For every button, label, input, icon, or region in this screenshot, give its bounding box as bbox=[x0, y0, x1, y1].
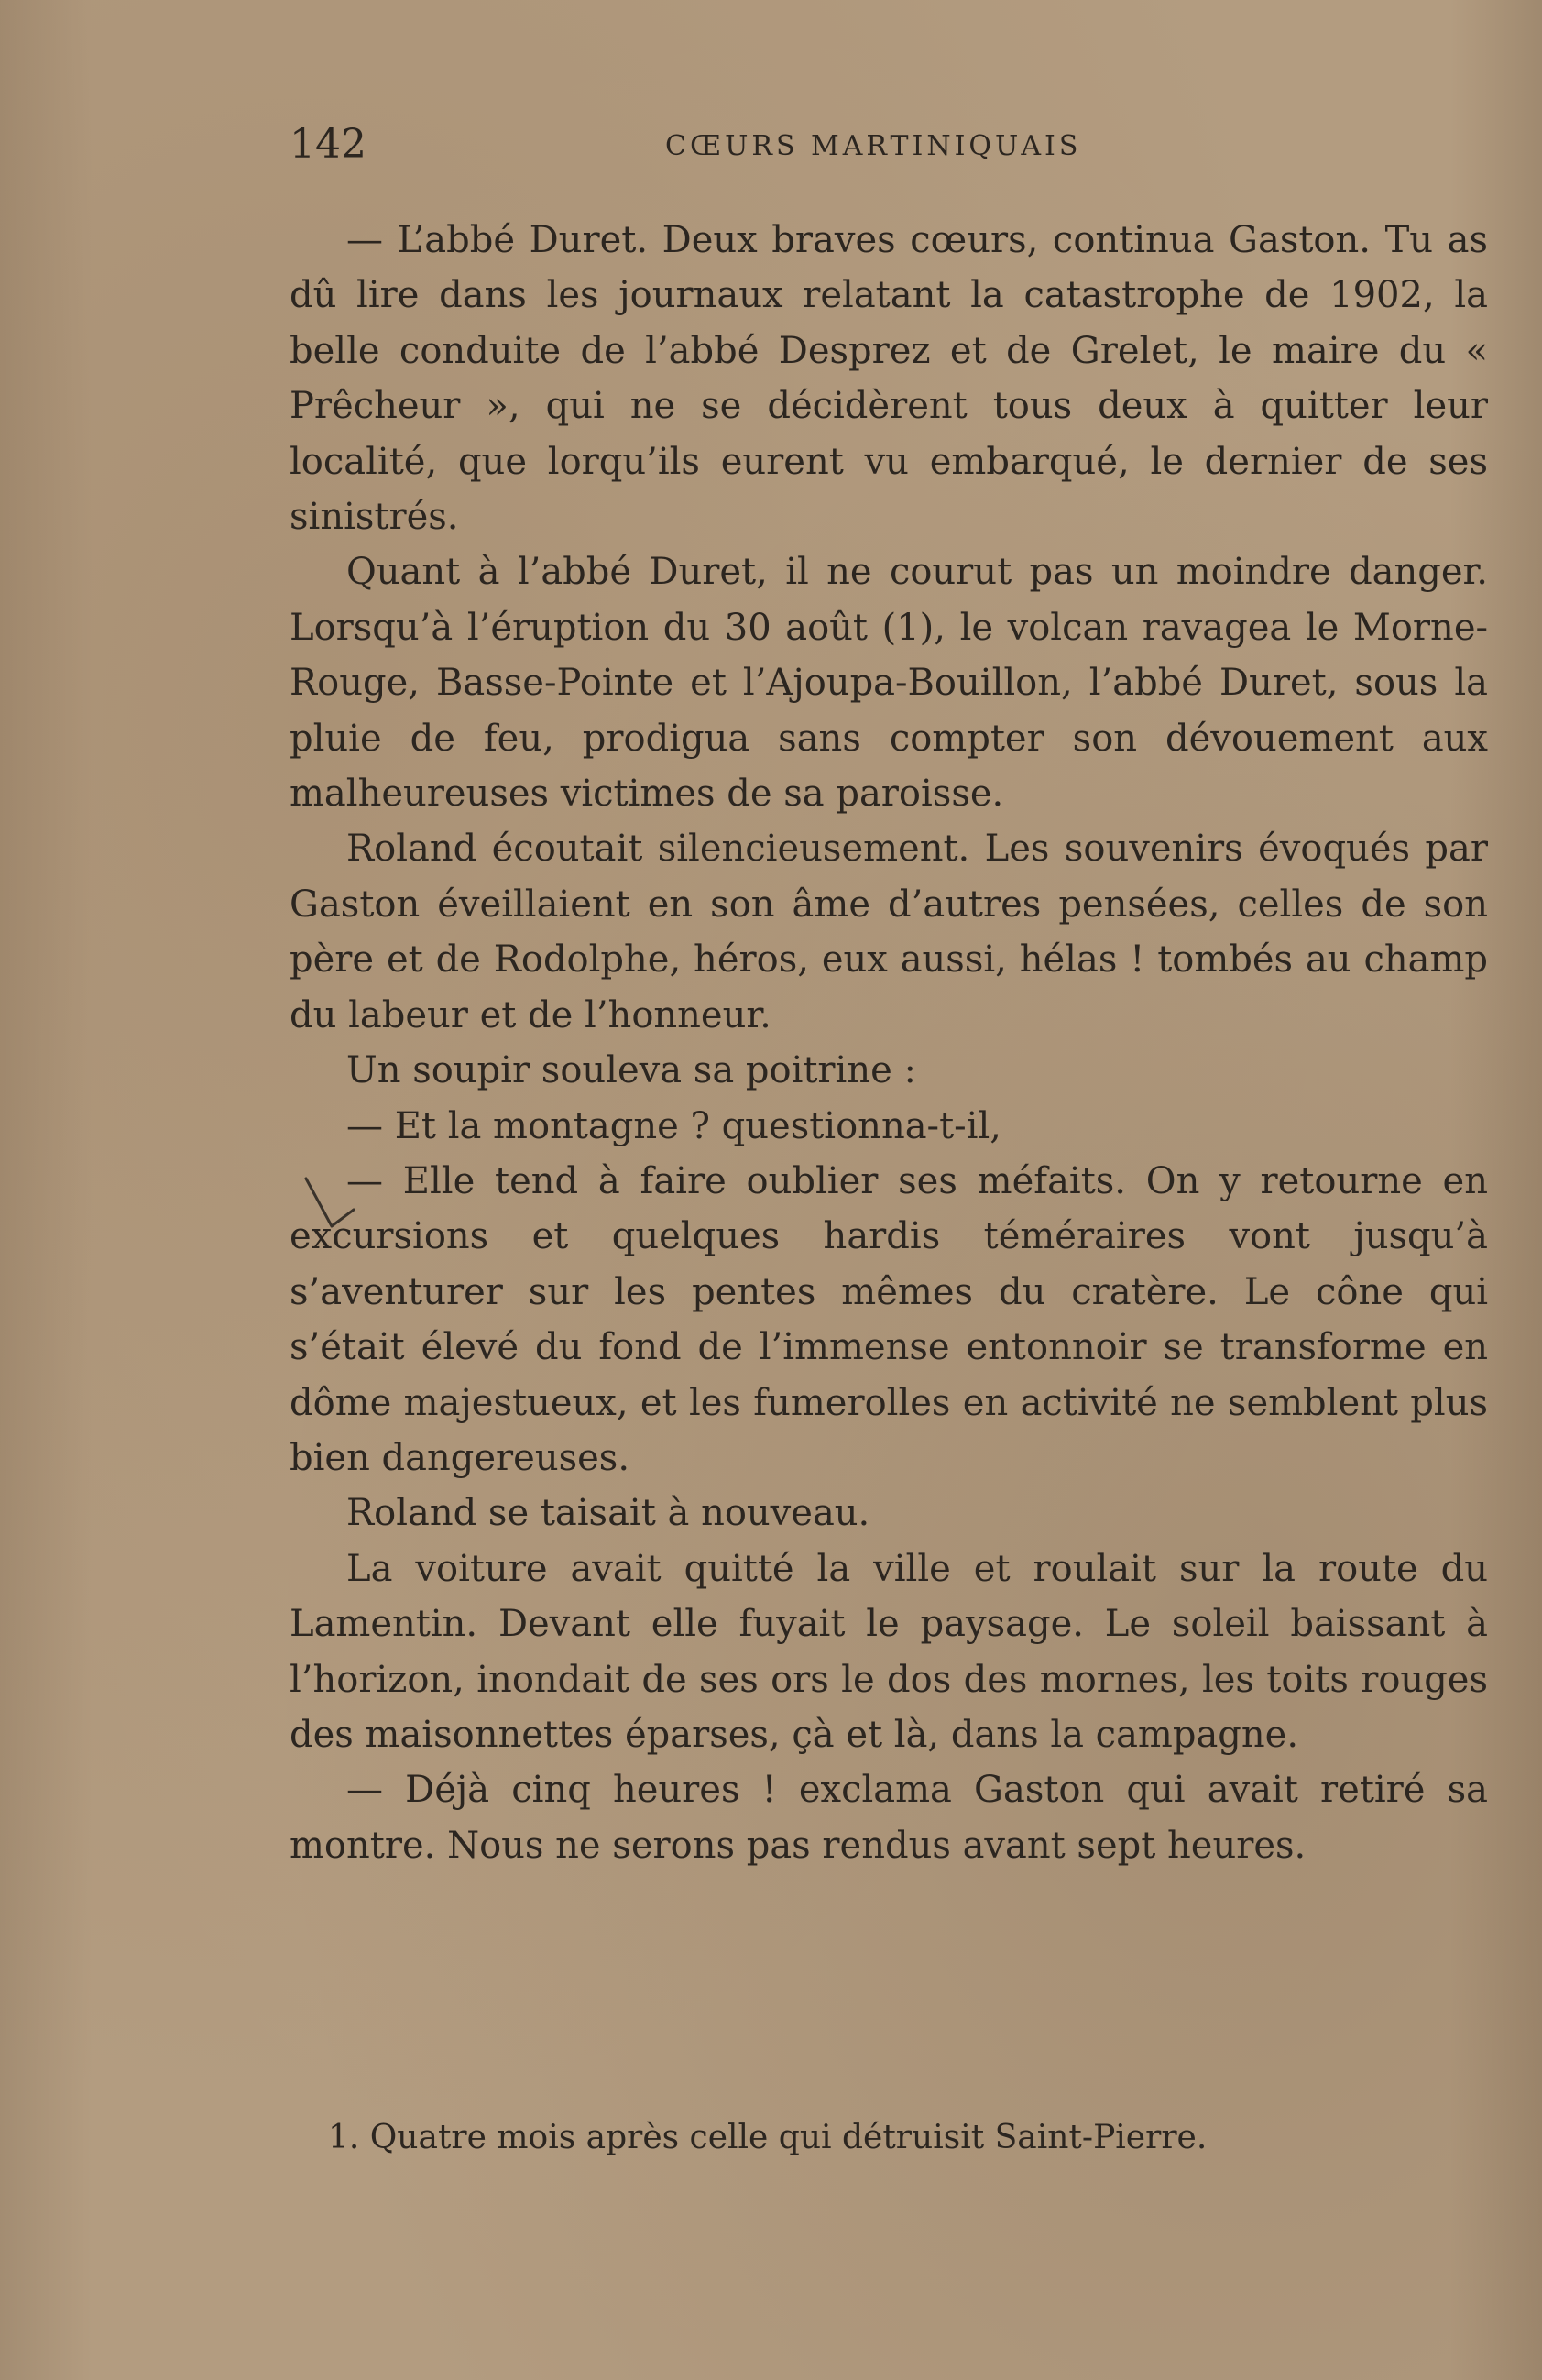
paragraph: Roland se taisait à nouveau. bbox=[346, 1492, 870, 1535]
paragraph: Quant à l’abbé Duret, il ne courut pas un moindre danger. Lorsqu’à l’éruption du 30 août (1), le volcan ravagea le Morne-Rouge, Basse-Pointe et l’Ajoupa-Bouillon, l’abbé Duret, sous la pluie de feu, prodigua sans compter son dévouement aux malheureuses victimes de sa paroisse. bbox=[290, 551, 1488, 816]
body-text bbox=[290, 213, 1488, 1873]
paragraph: — Elle tend à faire oublier ses méfaits. On y retourne en excursions et quelques hardis téméraires vont jusqu’à s’aventurer sur les pentes mêmes du cratère. Le cône qui s’était élevé du fond de l’immense entonnoir se transforme en dôme majestueux, et les fumerolles en activité ne semblent plus bien dangereuses. bbox=[290, 1159, 1488, 1479]
paragraph: — L’abbé Duret. Deux braves cœurs, continua Gaston. Tu as dû lire dans les journaux relatant la catastrophe de 1902, la belle conduite de l’abbé Desprez et de Grelet, le maire du « Prêcheur », qui ne se décidèrent tous deux à quitter leur localité, que lorqu’ils eurent vu embarqué, le dernier de ses sinistrés. bbox=[290, 219, 1488, 539]
paragraph: Roland écoutait silencieusement. Les souvenirs évoqués par Gaston éveillaient en son âme d’autres pensées, celles de son père et de Rodolphe, héros, eux aussi, hélas ! tombés au champ du labeur et de l’honneur. bbox=[290, 828, 1488, 1036]
paragraph: Un soupir souleva sa poitrine : bbox=[346, 1049, 916, 1092]
running-title: CŒURS MARTINIQUAIS bbox=[665, 130, 1082, 162]
paragraph: — Déjà cinq heures ! exclama Gaston qui avait retiré sa montre. Nous ne serons pas rendus avant sept heures. bbox=[290, 1769, 1488, 1867]
paragraph: — Et la montagne ? questionna-t-il, bbox=[346, 1104, 1001, 1147]
paragraph: La voiture avait quitté la ville et roulait sur la route du Lamentin. Devant elle fuyait le paysage. Le soleil baissant à l’horizon, inondait de ses ors le dos des mornes, les toits rouges des maisonnettes éparses, çà et là, dans la campagne. bbox=[290, 1547, 1488, 1756]
footnote: 1. Quatre mois après celle qui détruisit Saint-Pierre. bbox=[328, 2119, 1208, 2156]
page-number: 142 bbox=[290, 121, 366, 168]
pencil-mark-icon bbox=[302, 1173, 366, 1246]
page-header bbox=[290, 117, 1488, 172]
